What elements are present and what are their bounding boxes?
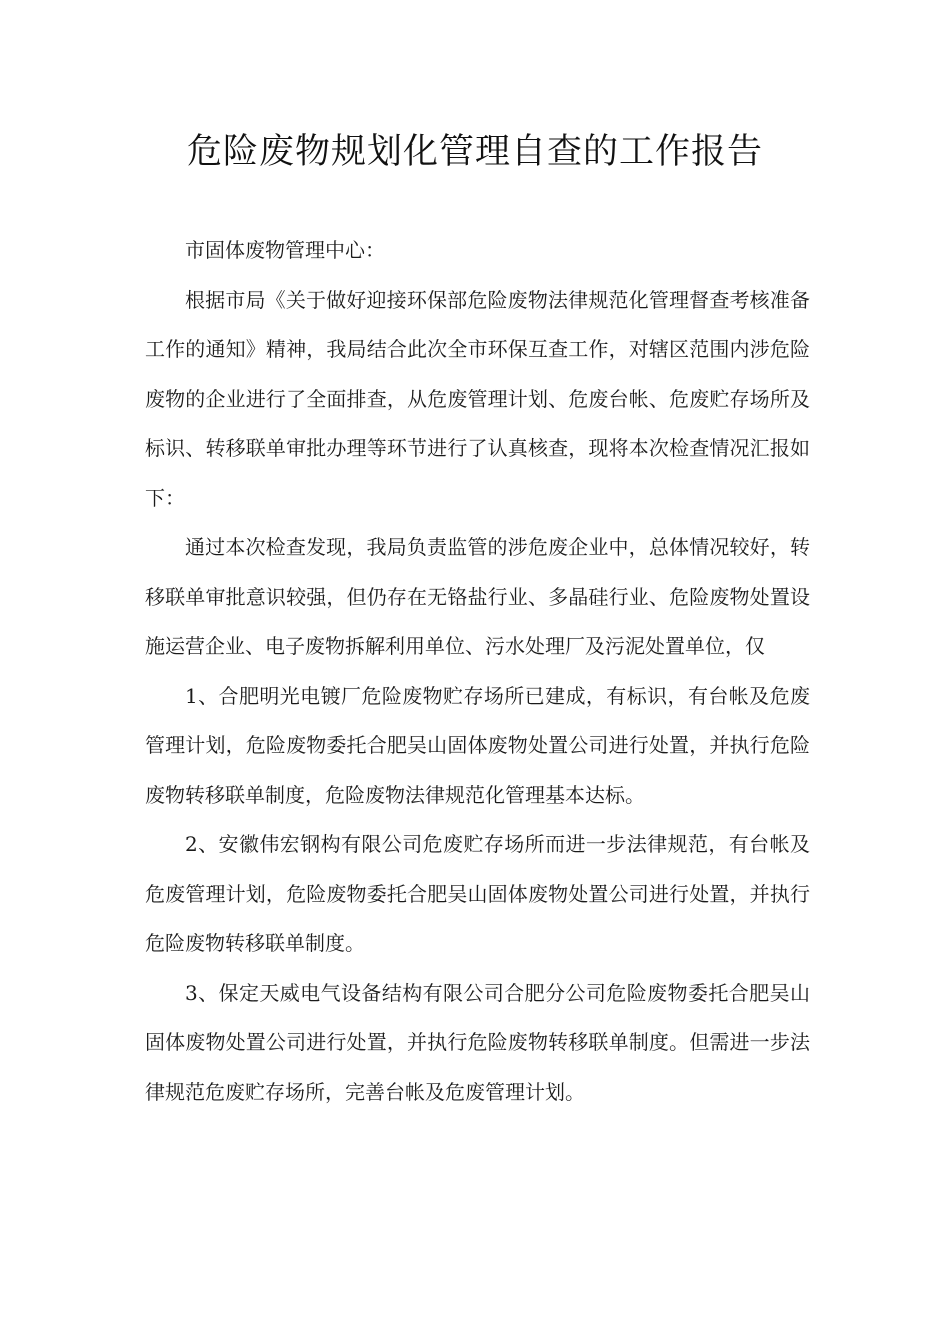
paragraph-item-3: 3、保定天威电气设备结构有限公司合肥分公司危险废物委托合肥吴山固体废物处置公司进行处置，并执行危险废物转移联单制度。但需进一步法律规范危废贮存场所，完善台帐及危废管理计划。 — [145, 980, 810, 1104]
paragraph-intro: 根据市局《关于做好迎接环保部危险废物法律规范化管理督查考核准备工作的通知》精神，我局结合此次全市环保互查工作，对辖区范围内涉危险废物的企业进行了全面排查，从危废管理计划、危废台帐、危废贮存场所及标识、转移联单审批办理等环节进行了认真核查，现将本次检查情况汇报如下： — [145, 287, 810, 510]
paragraph-item-1: 1、合肥明光电镀厂危险废物贮存场所已建成，有标识，有台帐及危废管理计划，危险废物委托合肥吴山固体废物处置公司进行处置，并执行危险废物转移联单制度，危险废物法律规范化管理基本达标。 — [145, 683, 810, 807]
document-body — [145, 226, 810, 1117]
salutation: 市固体废物管理中心： — [185, 238, 385, 262]
paragraph-findings: 通过本次检查发现，我局负责监管的涉危废企业中，总体情况较好，转移联单审批意识较强，但仍存在无铬盐行业、多晶硅行业、危险废物处置设施运营企业、电子废物拆解利用单位、污水处理厂及污泥处置单位，仅 — [145, 535, 810, 658]
document-title: 危险废物规划化管理自查的工作报告 — [186, 132, 763, 172]
paragraph-item-2: 2、安徽伟宏钢构有限公司危废贮存场所而进一步法律规范，有台帐及危废管理计划，危险废物委托合肥吴山固体废物处置公司进行处置，并执行危险废物转移联单制度。 — [145, 832, 810, 955]
